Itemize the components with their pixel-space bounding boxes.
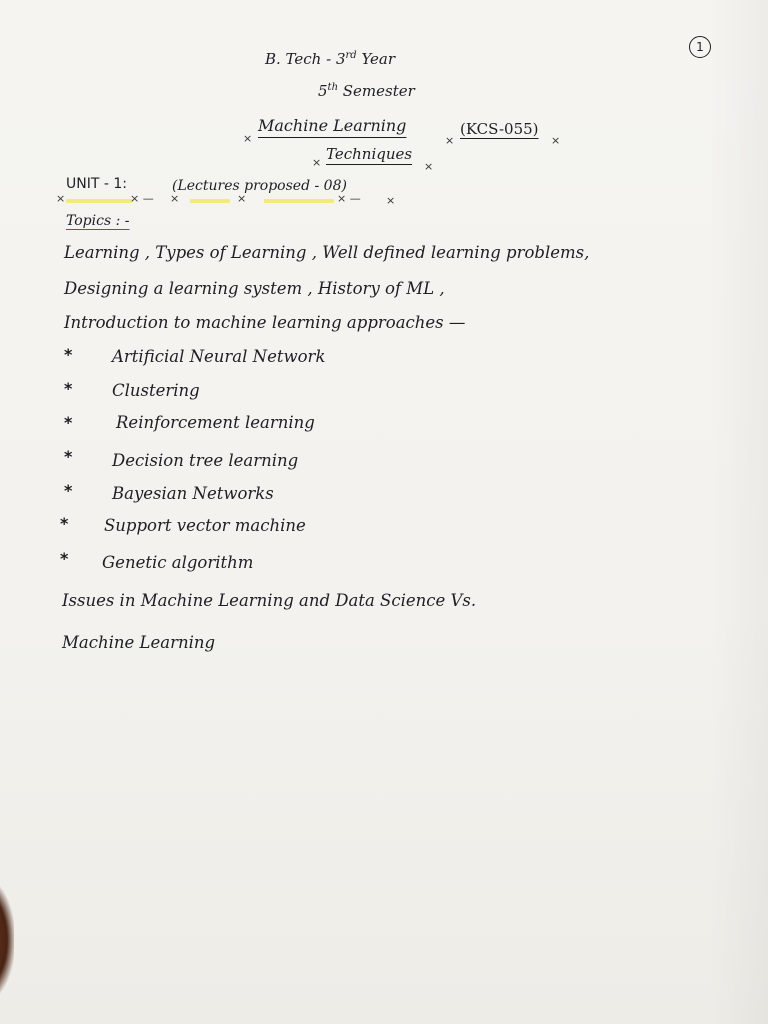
approach-item: Support vector machine (104, 516, 306, 535)
underline-mark: × (424, 160, 434, 173)
underline-mark: × (445, 134, 455, 147)
unit-label: UNIT - 1: (66, 176, 127, 192)
paragraph-line: Introduction to machine learning approaches — (64, 313, 466, 332)
asterisk-icon: * (64, 447, 73, 466)
course-code: (KCS-055) (460, 120, 539, 138)
paragraph-line: Learning , Types of Learning , Well defined learning problems, (64, 243, 590, 262)
approach-item: Bayesian Networks (112, 484, 274, 503)
closing-line: Machine Learning (62, 633, 216, 652)
underline-mark: × (386, 194, 396, 207)
topics-label: Topics : - (66, 213, 130, 229)
approach-item: Clustering (112, 381, 200, 400)
course-line-sup: rd (345, 50, 357, 61)
semester-suffix: Semester (338, 82, 415, 100)
asterisk-icon: * (60, 514, 69, 533)
approach-item: Artificial Neural Network (112, 347, 326, 366)
highlight (190, 199, 230, 203)
underline-mark: × (170, 192, 180, 205)
asterisk-icon: * (64, 379, 73, 398)
title-line1: Machine Learning (258, 116, 407, 135)
title-line2: Techniques (326, 145, 413, 163)
asterisk-icon: * (64, 481, 73, 500)
underline-mark: × (312, 156, 322, 169)
asterisk-icon: * (64, 413, 73, 432)
approach-item: Reinforcement learning (116, 413, 315, 432)
highlight (264, 199, 334, 203)
highlight (66, 199, 132, 203)
unit-lectures: (Lectures proposed - 08) (172, 178, 347, 194)
page-number: 1 (689, 36, 711, 58)
semester-prefix: 5 (318, 82, 328, 100)
course-line-prefix: B. Tech - 3 (265, 50, 346, 68)
approach-item: Genetic algorithm (102, 553, 254, 572)
asterisk-icon: * (64, 345, 73, 364)
underline-mark: × (551, 134, 561, 147)
page-shadow (708, 0, 768, 1024)
closing-line: Issues in Machine Learning and Data Science Vs. (62, 591, 477, 610)
course-line (265, 50, 395, 68)
approach-item: Decision tree learning (112, 451, 299, 470)
course-line-suffix: Year (356, 50, 396, 68)
paragraph-line: Designing a learning system , History of ML , (64, 279, 445, 298)
underline-mark: × (56, 192, 66, 205)
asterisk-icon: * (60, 549, 69, 568)
underline-mark: × (243, 132, 253, 145)
thumb-edge (0, 880, 14, 1000)
semester-sup: th (327, 82, 339, 93)
underline-mark: × — (337, 192, 361, 205)
underline-mark: × (237, 192, 247, 205)
semester-line (318, 82, 415, 100)
underline-mark: × — (130, 192, 154, 205)
